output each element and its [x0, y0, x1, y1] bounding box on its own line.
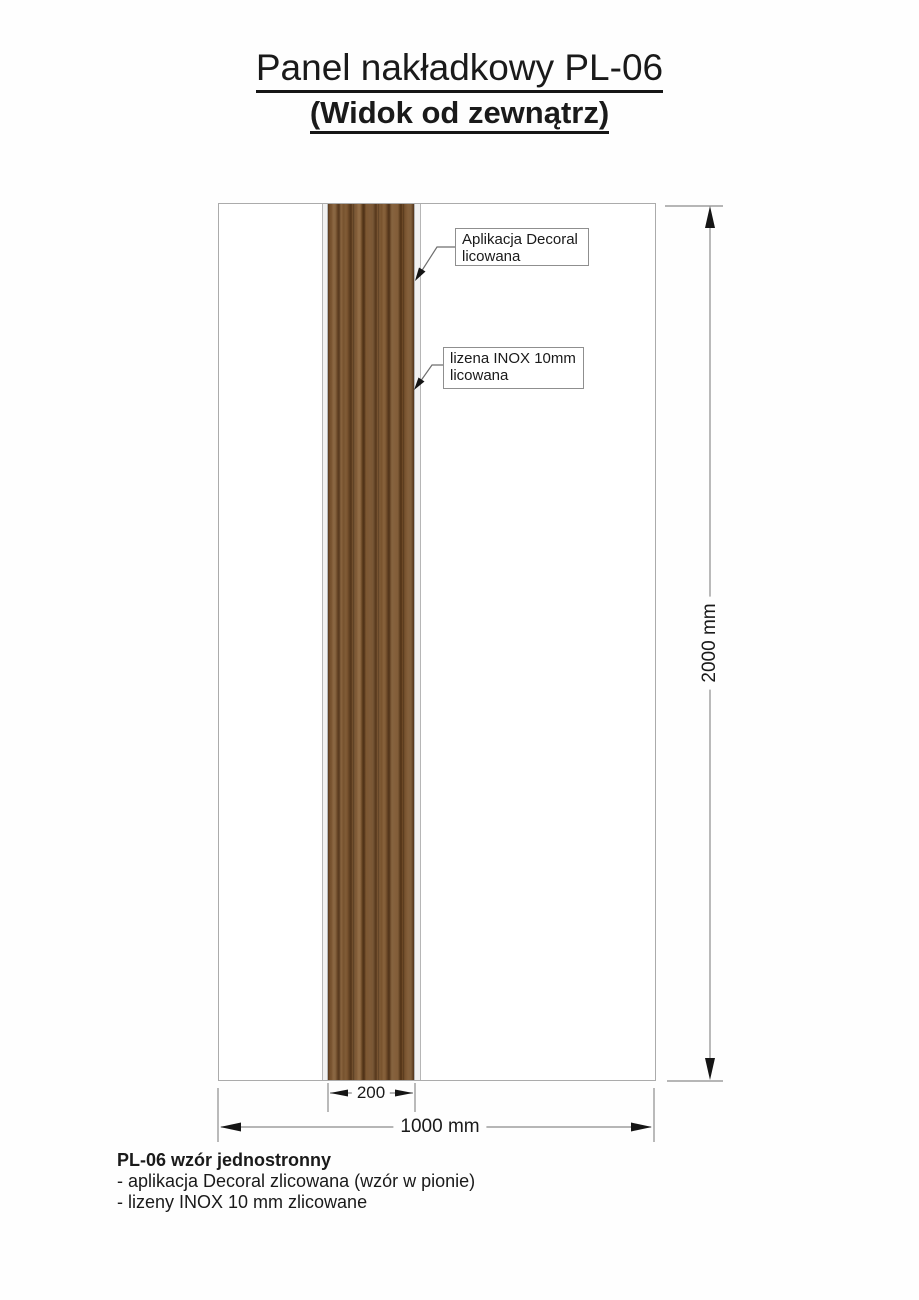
- header: [0, 48, 919, 134]
- decoral-strip-group: [322, 204, 421, 1080]
- inox-lisene-right: [414, 204, 421, 1080]
- dimension-panel-width: 1000 mm: [393, 1116, 486, 1138]
- footer-heading: PL-06 wzór jednostronny: [117, 1150, 332, 1170]
- page-subtitle: (Widok od zewnątrz): [310, 96, 609, 134]
- footer-note-2: - lizeny INOX 10 mm zlicowane: [117, 1192, 368, 1212]
- callout-inox: [443, 347, 584, 389]
- callout-inox-line2: licowana: [450, 367, 509, 384]
- page-title: Panel nakładkowy PL-06: [256, 48, 663, 93]
- page-subtitle-row: [0, 96, 919, 134]
- page-title-row: [0, 48, 919, 93]
- panel-outline: [218, 203, 656, 1081]
- dimension-strip-width: 200: [352, 1083, 390, 1103]
- callout-decoral: [455, 228, 589, 266]
- callout-inox-line1: lizena INOX 10mm: [450, 350, 576, 367]
- footer-note-1: - aplikacja Decoral zlicowana (wzór w pionie): [117, 1171, 476, 1191]
- dimension-panel-height: 2000 mm: [699, 596, 721, 689]
- footer-notes: [117, 1150, 475, 1213]
- callout-decoral-line1: Aplikacja Decoral: [462, 231, 578, 248]
- decoral-wood-strip: [328, 204, 414, 1080]
- callout-decoral-line2: licowana: [462, 248, 521, 265]
